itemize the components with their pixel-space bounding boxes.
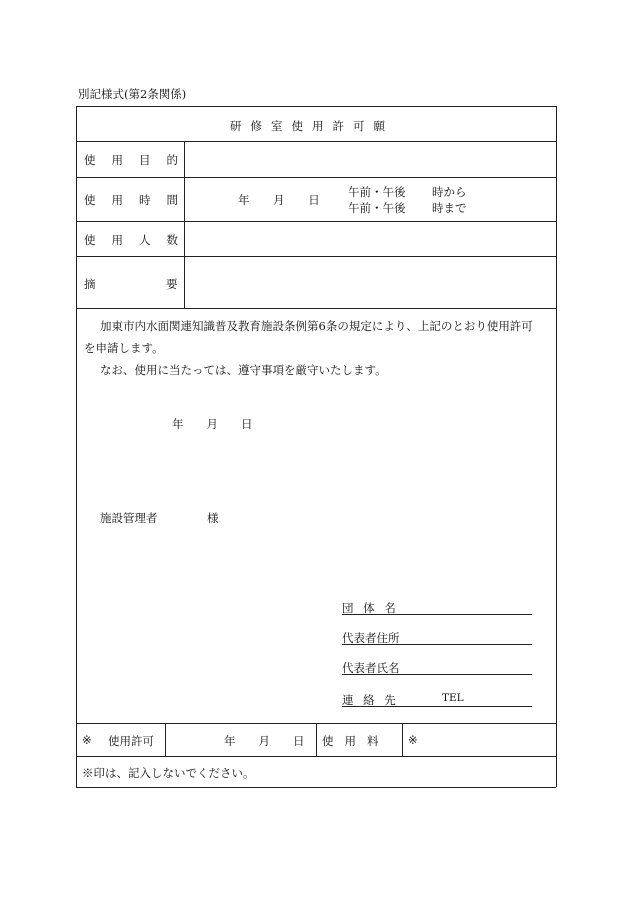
rep-address-line[interactable] [342,644,532,645]
summary-field[interactable] [186,258,554,307]
time-from-ampm: 午前・午後 [348,185,406,199]
summary-label-start: 摘 [84,277,96,291]
rep-address-label: 代表者住所 [342,631,400,645]
contact-label: 連 絡 先 [342,693,399,707]
time-to-suffix: 時まで [432,201,467,215]
addressee-honorific: 様 [207,511,219,525]
body-para2: なお、使用に当たっては、遵守事項を厳守いたします。 [100,363,387,377]
time-label: 使用時間 [84,193,194,207]
time-from-suffix: 時から [432,185,467,199]
rep-name-label: 代表者氏名 [342,661,400,675]
purpose-field[interactable] [186,143,554,176]
permit-date: 年 月 日 [224,734,305,748]
rep-name-line[interactable] [342,674,532,675]
fee-label: 使用料 [322,734,390,748]
office-use-mark-2: ※ [408,733,418,747]
purpose-label: 使用目的 [84,153,194,167]
contact-line[interactable] [342,706,532,707]
people-label: 使用人数 [84,233,194,247]
group-name-label: 団 体 名 [342,601,399,615]
people-field[interactable] [186,223,554,255]
tel-label: TEL [442,692,464,704]
footer-note: ※印は、記入しないでください。 [82,766,255,780]
form-label: 別記様式(第2条関係) [78,87,187,101]
form-title: 研修室使用許可願 [230,119,394,133]
body-para1-line1: 加東市内水面関連知識普及教育施設条例第6条の規定により、上記のとおり使用許可 [100,319,533,333]
application-date: 年 月 日 [172,417,253,431]
time-to-ampm: 午前・午後 [348,201,406,215]
group-name-line[interactable] [342,614,532,615]
addressee: 施設管理者 [100,511,158,525]
office-use-mark-1: ※ [82,733,92,747]
body-para1-line2: を申請します。 [84,341,164,355]
summary-label-end: 要 [166,277,178,291]
time-date: 年 月 日 [238,193,320,207]
permit-label: 使用許可 [108,734,154,748]
